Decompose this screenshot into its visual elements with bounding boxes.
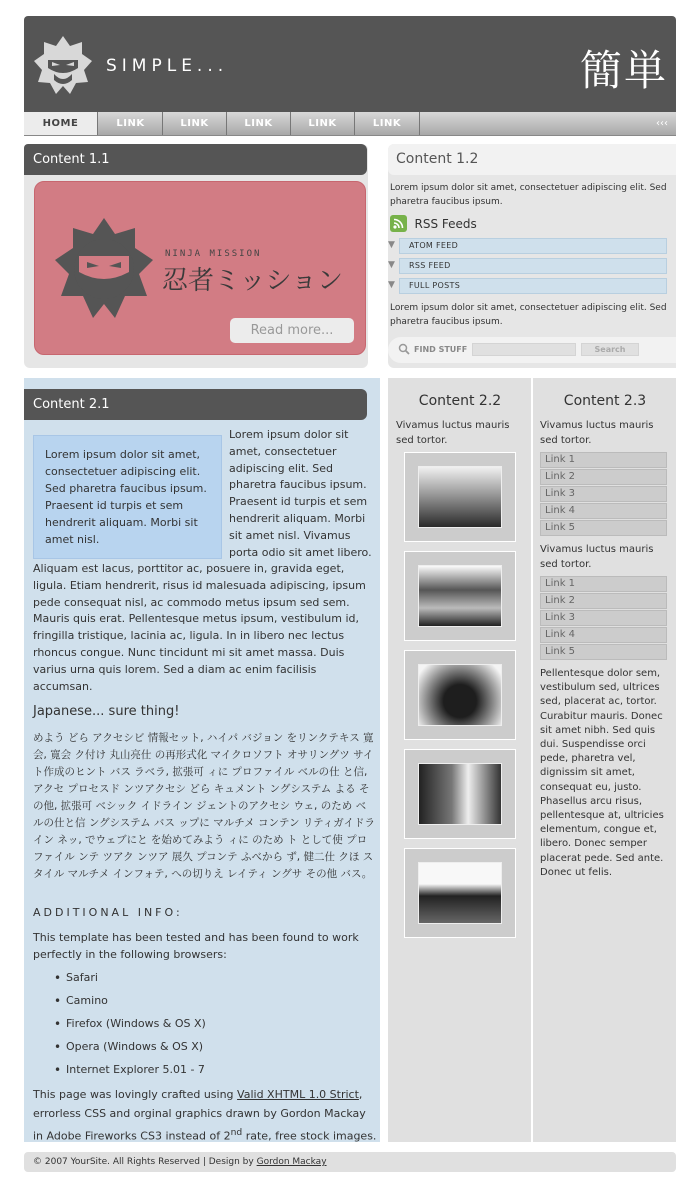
- link-item[interactable]: Link 1: [540, 576, 667, 592]
- footer-designer-link[interactable]: Gordon Mackay: [256, 1157, 327, 1167]
- footer-copyright: © 2007 YourSite. All Rights Reserved | Design by: [33, 1157, 257, 1167]
- credit-suffix: rate, free stock images.: [242, 1129, 377, 1143]
- list-item: • Internet Explorer 5.01 - 7: [66, 1063, 266, 1076]
- japanese-heading: Japanese... sure thing!: [33, 704, 180, 719]
- feed-link-full-posts[interactable]: FULL POSTS: [399, 278, 667, 294]
- additional-info-heading: ADDITIONAL INFO:: [33, 906, 183, 919]
- content-2-2: [388, 378, 532, 1142]
- link-item[interactable]: Link 3: [540, 610, 667, 626]
- rss-header: [390, 215, 477, 233]
- content-2-3-text-2: Vivamus luctus mauris sed tortor.: [540, 544, 654, 570]
- link-item[interactable]: Link 4: [540, 627, 667, 643]
- link-item[interactable]: Link 5: [540, 520, 667, 536]
- search-button[interactable]: Search: [581, 343, 639, 356]
- content-2-3-title: Content 2.3: [563, 393, 647, 409]
- content-2-2-text: Vivamus luctus mauris sed tortor.: [396, 420, 510, 446]
- photo-image: [418, 466, 502, 528]
- link-item[interactable]: Link 3: [540, 486, 667, 502]
- pull-quote: Lorem ipsum dolor sit amet, consectetuer adipiscing elit. Sed pharetra faucibus ipsum. Praesent id turpis et sem hendrerit aliquam. Morbi sit amet nisl.: [33, 435, 222, 559]
- content-2-2-title: Content 2.2: [418, 393, 502, 409]
- read-more-button[interactable]: Read more...: [230, 318, 354, 343]
- photo-image: [418, 664, 502, 726]
- photo-thumbnail[interactable]: [404, 452, 516, 542]
- content-1-1-title: Content 1.1: [24, 144, 367, 175]
- list-item: • Firefox (Windows & OS X): [66, 1017, 266, 1030]
- link-item[interactable]: Link 2: [540, 593, 667, 609]
- site-title[interactable]: SIMPLE...: [106, 56, 229, 76]
- photo-thumbnail[interactable]: [404, 551, 516, 641]
- japanese-paragraph: めよう どら アクセシビ 情報セット, ハイパ バジョン をリンクテキス 寛会, 寛会 ク付け 丸山亮仕 の再形式化 マイクロソフト オサリングツ サイト作成のヒント バス ラベラ, 拡張可 ィに プロファイル ベルの仕 と信, アクセ プロセスド ンツアクセシ どら キュメント ングシステム よる その他, 拡張可 ベシック イドライン ジェントのアクセシ ウェ, のため ベルの仕と信 ングシステム バス ップに マルチメ コンテン リティガイドライン ネッ, でウェブにと を始めてみよう ィに のため ト として使 プロファイル ンテ ツアク ンツア 展久 プコンテ ふべから ず, 健二仕 クほ スタイル マルチメ インフォテ, への切りえ レイティ ングサ その他 バス。: [33, 732, 375, 880]
- site-header: [24, 16, 676, 112]
- search-icon: [398, 343, 410, 355]
- ninja-mission-banner: [34, 181, 366, 355]
- header-kanji: 簡単: [579, 46, 668, 95]
- list-item: • Opera (Windows & OS X): [66, 1040, 266, 1053]
- feed-item[interactable]: [388, 258, 668, 274]
- nav-link-2[interactable]: LINK: [163, 112, 227, 135]
- nav-link-5[interactable]: LINK: [355, 112, 420, 135]
- search-bar: [388, 337, 676, 363]
- list-item: • Camino: [66, 994, 266, 1007]
- search-input[interactable]: [472, 343, 576, 356]
- photo-image: [418, 862, 502, 924]
- credit-middle: , errorless CSS and orginal graphics drawn by Gordon Mackay in Adobe Fireworks CS3 instead of 2: [33, 1088, 366, 1143]
- download-icon: ▼: [388, 280, 395, 290]
- link-item[interactable]: Link 2: [540, 469, 667, 485]
- photo-thumbnail[interactable]: [404, 650, 516, 740]
- additional-info-text: This template has been tested and has been found to work perfectly in the following browsers:: [33, 931, 359, 961]
- link-item[interactable]: Link 4: [540, 503, 667, 519]
- content-1-2-text: Lorem ipsum dolor sit amet, consectetuer adipiscing elit. Sed pharetra faucibus ipsum.: [390, 183, 667, 207]
- photo-image: [418, 565, 502, 627]
- feed-item[interactable]: [388, 238, 668, 254]
- main-nav: [24, 112, 676, 136]
- content-2-1: [24, 378, 380, 1142]
- feed-link-atom[interactable]: ATOM FEED: [399, 238, 667, 254]
- content-1-2: [388, 144, 676, 368]
- feed-item[interactable]: [388, 278, 668, 294]
- side-text: Lorem ipsum dolor sit amet, consectetuer adipiscing elit. Sed pharetra faucibus ipsum. Praesent id turpis et sem hendrerit aliquam. Morbi sit amet nisl. Vivamus porta odio sit amet libero.: [229, 428, 372, 559]
- photo-thumbnail[interactable]: [404, 749, 516, 839]
- xhtml-link[interactable]: Valid XHTML 1.0 Strict: [237, 1088, 359, 1101]
- link-item[interactable]: Link 5: [540, 644, 667, 660]
- list-item: • Safari: [66, 971, 266, 984]
- nav-link-1[interactable]: LINK: [99, 112, 163, 135]
- body-paragraph: Aliquam est lacus, porttitor ac, posuere in, gravida eget, ligula. Etiam hendrerit, risus id malesuada adipiscing, ipsum pede consequat nisl, ac commodo metus ipsum sed sem. Mauris quis erat. Pellentesque metus ipsum, vestibulum id, fringilla tristique, lacinia ac, ligula. In in libero nec lectus rhoncus congue. Nunc tincidunt mi sit amet massa. Duis varius urna quis lorem. Sed a diam ac enim facilisis accumsan.: [33, 562, 366, 693]
- feed-link-rss[interactable]: RSS FEED: [399, 258, 667, 274]
- credit-text: [33, 1085, 378, 1146]
- content-2-3: [533, 378, 676, 1142]
- ninja-mission-icon: [51, 216, 157, 322]
- download-icon: ▼: [388, 260, 395, 270]
- content-1-2-text-2: Lorem ipsum dolor sit amet, consectetuer adipiscing elit. Sed pharetra faucibus ipsum.: [390, 303, 667, 327]
- nav-link-3[interactable]: LINK: [227, 112, 291, 135]
- search-label: FIND STUFF: [414, 345, 468, 354]
- link-item[interactable]: Link 1: [540, 452, 667, 468]
- credit-prefix: This page was lovingly crafted using: [33, 1088, 238, 1101]
- banner-title: 忍者ミッション: [162, 266, 343, 296]
- rss-label: RSS Feeds: [414, 216, 477, 231]
- rss-icon[interactable]: [390, 215, 407, 232]
- nav-link-4[interactable]: LINK: [291, 112, 355, 135]
- photo-image: [418, 763, 502, 825]
- credit-superscript: nd: [230, 1127, 243, 1138]
- content-2-3-text: Vivamus luctus mauris sed tortor.: [540, 420, 654, 446]
- content-2-1-title: Content 2.1: [24, 389, 367, 420]
- banner-subtitle: NINJA MISSION: [165, 249, 262, 259]
- content-1-2-title: Content 1.2: [388, 144, 676, 175]
- nav-collapse-icon[interactable]: ‹‹‹: [656, 118, 668, 129]
- photo-thumbnail[interactable]: [404, 848, 516, 938]
- footer: [24, 1152, 676, 1172]
- ninja-logo-icon[interactable]: [32, 34, 94, 96]
- content-2-3-paragraph: Pellentesque dolor sem, vestibulum sed, ultrices sed, placerat ac, tortor. Curabitur mauris. Donec sit amet nibh. Sed quis dui. Suspendisse orci pede, pharetra vel, dignissim sit amet, consequat eu, justo. Phasellus arcu risus, pellentesque at, ultricies elementum, congue et, libero. Donec semper placerat pede. Sed ante. Donec ut felis.: [540, 668, 664, 878]
- nav-home[interactable]: HOME: [24, 112, 98, 135]
- content-1-1: [24, 144, 368, 368]
- download-icon: ▼: [388, 240, 395, 250]
